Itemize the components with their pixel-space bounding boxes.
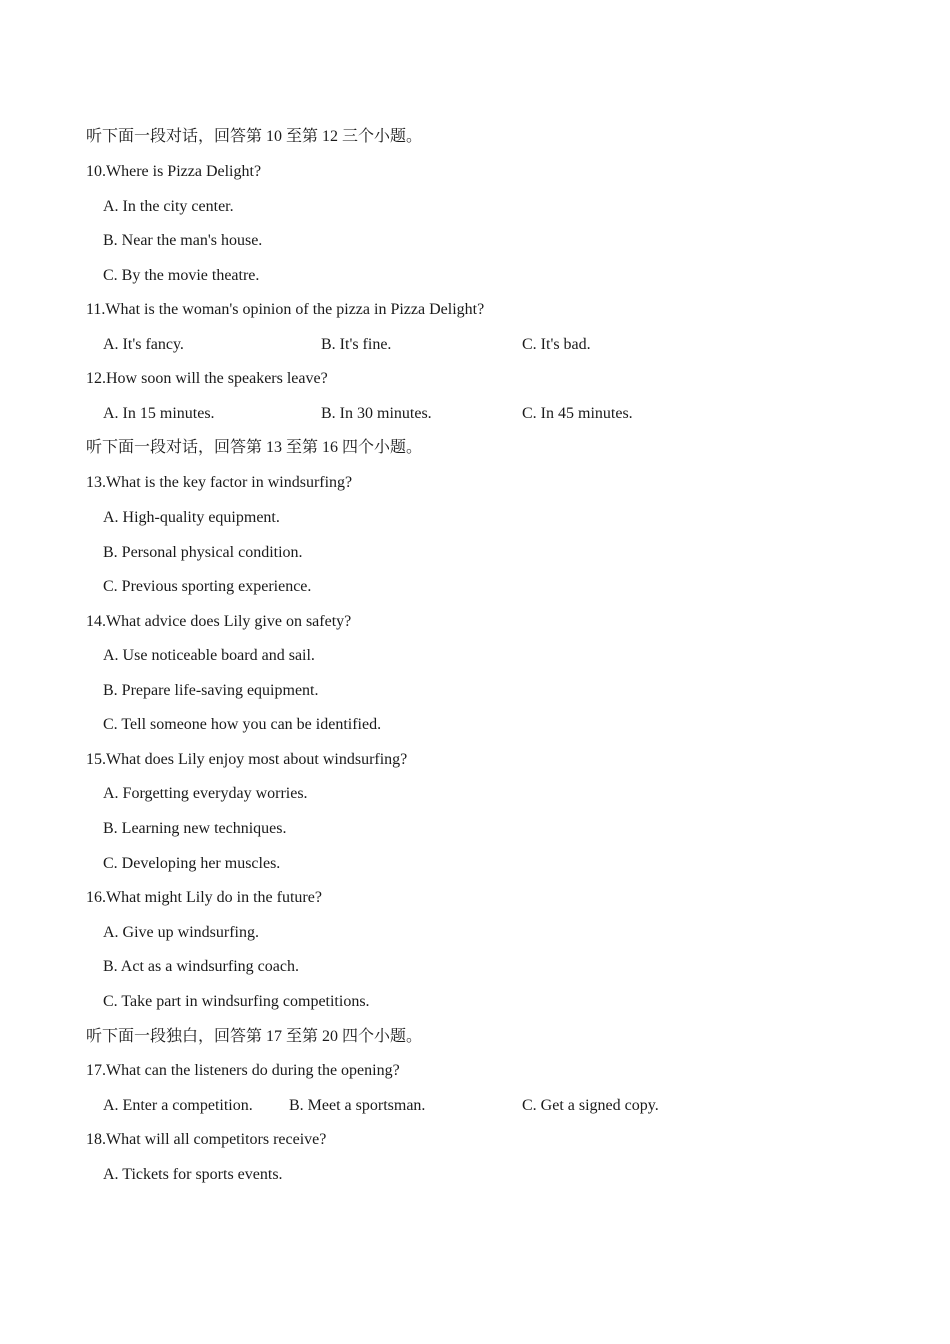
question-11-option-a: A. It's fancy. [103,336,184,353]
question-13-option-b: B. Personal physical condition. [103,544,303,561]
question-16-stem: 16.What might Lily do in the future? [86,889,322,906]
question-12-option-c: C. In 45 minutes. [522,405,633,422]
question-13-stem: 13.What is the key factor in windsurfing? [86,474,353,491]
question-18-option-a: A. Tickets for sports events. [103,1166,283,1183]
question-14-option-a: A. Use noticeable board and sail. [103,647,315,664]
question-14-option-c: C. Tell someone how you can be identified. [103,716,382,733]
section-instruction-1: 听下面一段对话，回答第 10 至第 12 三个小题。 [86,128,423,145]
question-16-option-a: A. Give up windsurfing. [103,924,259,941]
question-11-option-c: C. It's bad. [522,336,591,353]
question-10-stem: 10.Where is Pizza Delight? [86,163,262,180]
question-11-stem: 11.What is the woman's opinion of the pizza in Pizza Delight? [86,301,485,318]
question-13-option-c: C. Previous sporting experience. [103,578,312,595]
question-10-option-c: C. By the movie theatre. [103,267,260,284]
question-17-stem: 17.What can the listeners do during the opening? [86,1062,400,1079]
question-13-option-a: A. High-quality equipment. [103,509,280,526]
question-17-option-b: B. Meet a sportsman. [289,1097,426,1114]
question-15-option-b: B. Learning new techniques. [103,820,287,837]
question-12-option-b: B. In 30 minutes. [321,405,432,422]
question-14-stem: 14.What advice does Lily give on safety? [86,613,352,630]
question-18-stem: 18.What will all competitors receive? [86,1131,327,1148]
question-12-option-a: A. In 15 minutes. [103,405,215,422]
question-17-option-c: C. Get a signed copy. [522,1097,659,1114]
question-15-option-c: C. Developing her muscles. [103,855,281,872]
question-10-option-b: B. Near the man's house. [103,232,263,249]
section-instruction-3: 听下面一段独白，回答第 17 至第 20 四个小题。 [86,1028,423,1045]
question-16-option-c: C. Take part in windsurfing competitions. [103,993,370,1010]
question-15-option-a: A. Forgetting everyday worries. [103,785,308,802]
question-10-option-a: A. In the city center. [103,198,234,215]
section-instruction-2: 听下面一段对话，回答第 13 至第 16 四个小题。 [86,439,423,456]
question-17-option-a: A. Enter a competition. [103,1097,253,1114]
question-15-stem: 15.What does Lily enjoy most about windsurfing? [86,751,408,768]
question-11-option-b: B. It's fine. [321,336,392,353]
question-16-option-b: B. Act as a windsurfing coach. [103,958,299,975]
question-12-stem: 12.How soon will the speakers leave? [86,370,328,387]
question-14-option-b: B. Prepare life-saving equipment. [103,682,319,699]
